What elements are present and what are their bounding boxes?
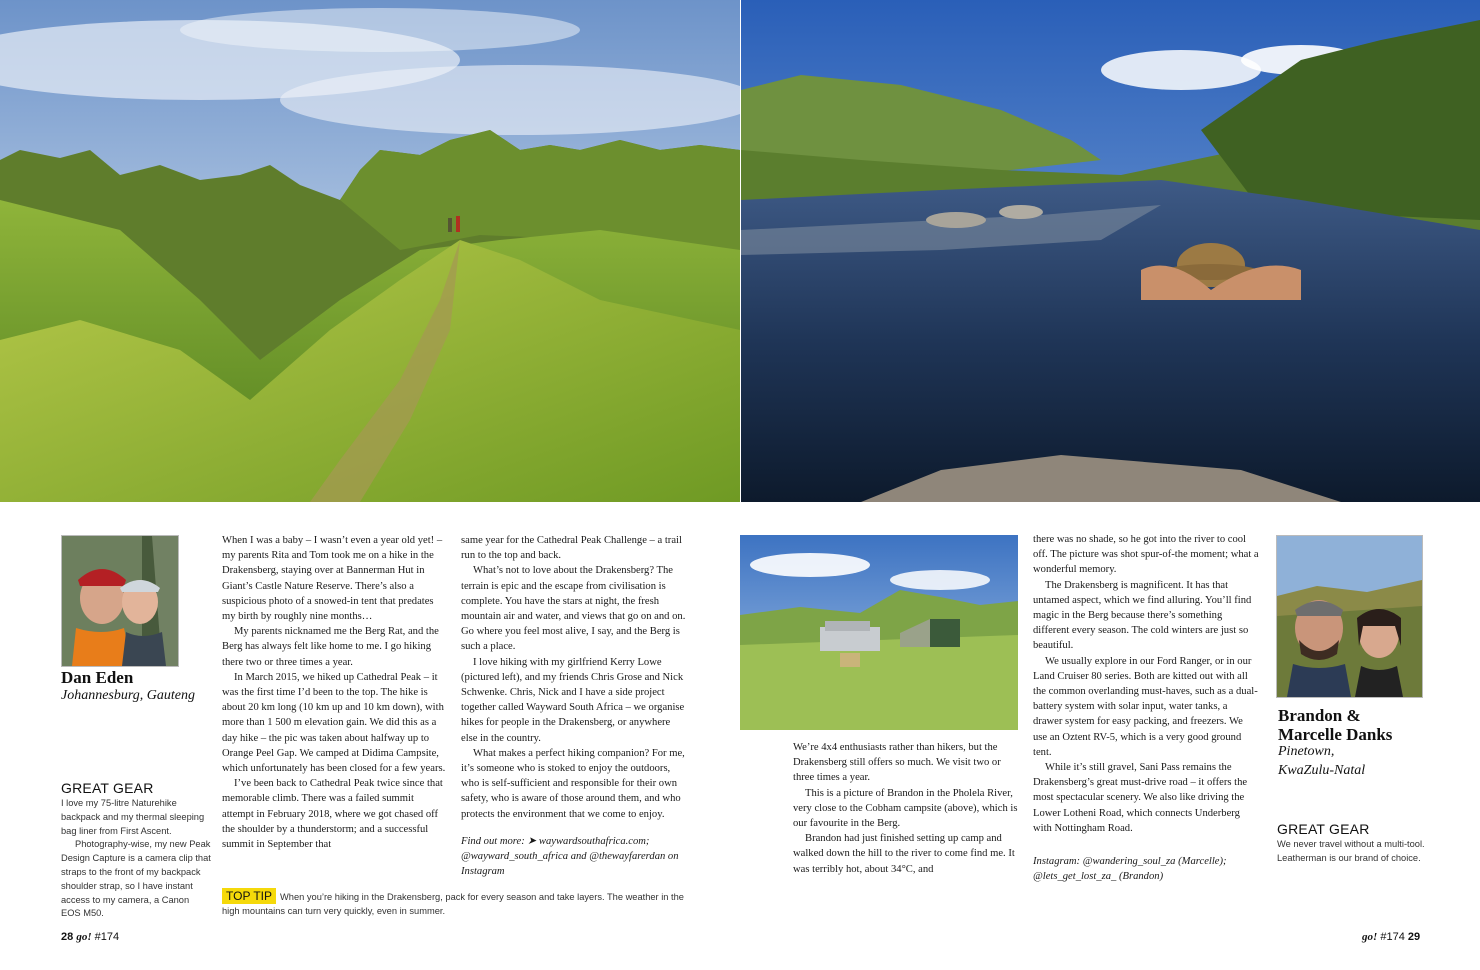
article-column-1 [222,533,447,852]
page-number: 29 [1407,931,1421,943]
issue-number: #174 [1380,931,1405,943]
instagram-handles: Instagram: @wandering_soul_za (Marcelle); @lets_get_lost_za_ (Brandon) [1033,856,1227,883]
right-article-column-2 [1033,532,1259,884]
find-out-more: Find out more: ➤ waywardsouthafrica.com; @wayward_south_africa and @thewayfarerdan on Instagram [461,835,679,878]
photo-divider [740,0,741,502]
paragraph: The Drakensberg is magnificent. It has that untamed aspect, which we find alluring. You’ll find magic in the Berg because there’s something different every season. The cold winters are just so beautiful. [1033,579,1252,652]
profile-name [1278,706,1392,744]
paragraph: This is a picture of Brandon in the Pholela River, very close to the Cobham campsite (above), which is our favourite in the Berg. [793,787,1018,830]
paragraph: When I was a baby – I wasn’t even a year old yet! – my parents Rita and Tom took me on a hike in the Drakensberg, staying over at Bannerman Hut in Giant’s Castle Nature Reserve. There’s also a suspicious photo of a snowed-in tent that predates my birth by roughly nine months… [222,535,443,623]
paragraph: What’s not to love about the Drakensberg? The terrain is epic and the escape from civilisation is complete. You have the stars at night, the fresh mountain air and water, and views that go on and on. Go where you feel most alive, I say, and the Berg is such a place. [461,565,686,653]
article-column-2 [461,533,687,879]
paragraph: What makes a perfect hiking companion? For me, it’s someone who is stoked to enjoy the outdoors, who is self-sufficient and responsible for their own safety, who is aware of those around them, and who protects the environment that we come to enjoy. [461,747,685,820]
paragraph: My parents nicknamed me the Berg Rat, and the Berg has always felt like home to me. I go hiking there two or three times a year. [222,626,439,668]
profile-name: Dan Eden [61,668,134,687]
paragraph: same year for the Cathedral Peak Challenge – a trail run to the top and back. [461,535,682,562]
top-tip [222,889,692,918]
profile-location-line-2: KwaZulu-Natal [1278,763,1366,778]
page-folio-right [1362,931,1420,943]
paragraph: In March 2015, we hiked up Cathedral Peak – it was the first time I’d been to the top. The hike is about 20 km long (10 km up and 10 km down), with more than 1 500 m elevation gain. We did this as a day hike – the pic was taken about halfway up to Orange Peel Gap. We camped at Didima Campsite, which unfortunately has been closed for a few years. [222,671,446,775]
profile-name-line-1: Brandon & [1278,706,1361,725]
issue-number: #174 [94,931,120,943]
top-tip-text: When you’re hiking in the Drakensberg, pack for every season and take layers. The weather in the high mountains can turn very quickly, even in summer. [222,892,684,916]
paragraph: Brandon had just finished setting up camp and walked down the hill to the river to come find me. It was terribly hot, about 34°C, and [793,833,1015,875]
page-folio-left [61,931,119,943]
campsite-photo [740,535,1018,730]
profile-location: Johannesburg, Gauteng [61,688,196,703]
great-gear-text: We never travel without a multi-tool. Leatherman is our brand of choice. [1277,839,1425,863]
brandon-marcelle-portrait [1276,535,1423,698]
great-gear-paragraph: Photography-wise, my new Peak Design Capture is a camera clip that straps to the front of my backpack shoulder strap, so I have instant access to my camera, a Canon EOS M50. [61,839,211,919]
page-number: 28 [61,931,74,943]
great-gear-paragraph: I love my 75-litre Naturehike backpack and my thermal sleeping bag liner from First Ascent. [61,798,205,836]
great-gear-text [61,797,211,921]
great-gear-heading: GREAT GEAR [61,780,154,796]
magazine-name: go! [1362,931,1378,943]
paragraph: While it’s still gravel, Sani Pass remains the Drakensberg’s great must-drive road – it offers the most spectacular scenery. We also like driving the Lower Lotheni Road, which connects Underberg with Nottingham Road. [1033,762,1248,834]
top-tip-label: TOP TIP [222,888,276,904]
profile-name-line-2: Marcelle Danks [1278,725,1393,744]
right-article-column-1 [793,740,1018,877]
paragraph: there was no shade, so he got into the river to cool off. The picture was shot spur-of-the moment; what a wonderful memory. [1033,534,1259,576]
magazine-name: go! [76,931,92,943]
river-swim-photo [741,0,1480,502]
paragraph: I’ve been back to Cathedral Peak twice since that memorable climb. There was a failed summit attempt in February 2018, where we got chased off the shoulder by a thunderstorm; and a successful summit in September that [222,778,443,851]
mountain-ridge-photo [0,0,740,502]
dan-eden-portrait [61,535,179,667]
profile-location-line-1: Pinetown, [1278,744,1335,759]
paragraph: We usually explore in our Ford Ranger, or in our Land Cruiser 80 series. Both are kitted out with all the common overlanding must-haves, such as a dual-battery system with solar input, water tanks, a drawer system for easy packing, and freezers. We use an Oztent RV-5, which is a very good ground tent. [1033,655,1258,758]
paragraph: I love hiking with my girlfriend Kerry Lowe (pictured left), and my friends Chris Grose and Nick Schwenke. Chris, Nick and I have a side project together called Wayward South Africa – we organise hikes for people in the Drakensberg, or anywhere else in the country. [461,656,685,744]
paragraph: We’re 4x4 enthusiasts rather than hikers, but the Drakensberg still offers so much. We visit two or three times a year. [793,742,1001,784]
profile-location [1278,742,1365,780]
great-gear-heading: GREAT GEAR [1277,821,1370,837]
